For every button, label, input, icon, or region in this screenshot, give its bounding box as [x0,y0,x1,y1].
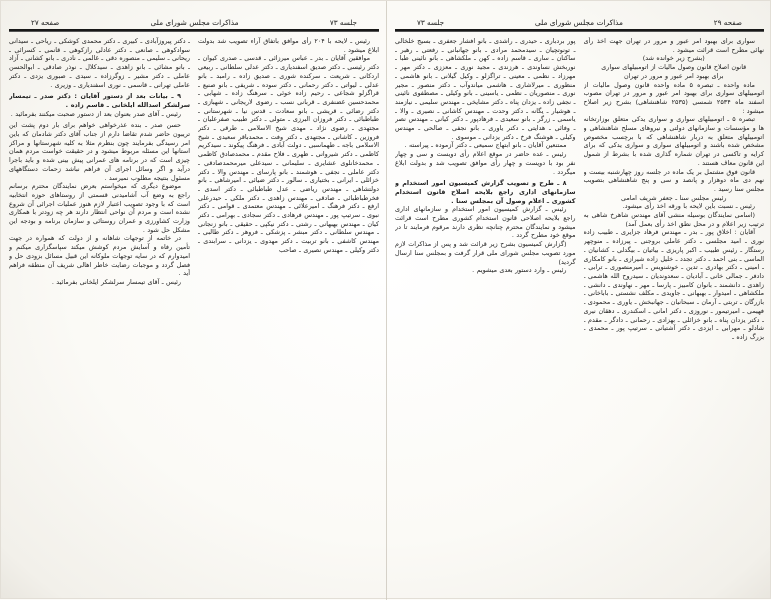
paragraph: رئیس ـ گزارش کمیسیون امور استخدام و سازمانهای اداری راجع بلایحه اصلاحی قانون استخدام کشوری مطرح است قرائت میشود و نمایندگان محترم چنانچه نظری دارند مرقوم فرمایند تا در موقع خود مطرح گردد . [395,205,576,240]
law-enactment-note: قانون فوق مشتمل بر یک ماده در جلسه روز چهارشنبه بیست و نهم دی ماه دوهزار و پانصد و سی و پنج شاهنشاهی بتصویب مجلس سنا رسید . [583,167,764,193]
page-number-right: صفحه ۲۹ [713,18,742,27]
publication-title-left: مذاکرات مجلس شورای ملی [150,18,239,27]
session-label-left: جلسه ۷۳ [329,18,357,27]
paragraph: در خاتمه از توجهات شاهانه و از دولت که همواره در جهت تأمین رفاه و آسایش مردم کوشش میکند سپاسگزاری میکنم و امیدوارم که در سایه توجهات ملوکانه این قبیل مسائل بزودی حل و فصل گردد و موجبات رضایت خاطر اهالی شریف آن منطقه فراهم آید . [9,234,190,278]
voters-name-list-continued: ـ دکتر پیروزآبادی ـ کبیری ـ دکتر محمدی کوشکی ـ ریاحی ـ سیدانی سوادکوهی ـ صانعی ـ دکتر عادلی رازکوهی ـ قانمی ـ کسرائی ـ ریحانی ـ سلیمی ـ منصوره دقی ـ غالمی ـ نادری ـ بانو کشانی ـ آزاد ـ بانو مشائی ـ بانو زاهدی ـ سیدکلال ـ نوذر صادقی ـ ابوالحسن عاملی ـ دکتر مشیر ـ زوگرزاده ـ سیدی ـ صبوری یزدی ـ دکتر عاملی تهرانی ـ قاسمی ـ نوری اسفندیاری ـ وزیری . [9,37,190,89]
voters-name-list: آقایان : اخلاق پور ـ بدر ـ مهندس فرهاد جزایری ـ طبیب زاده نوری ـ امید مجلسی ـ دکتر عاملی بروجنی ـ پیرزاده ـ منوچهر رستگار ـ رئیس طبیب ـ اکبر پاریزی ـ بیاتیان ـ بیگدلی ـ کشانیان ـ الماسی ـ بنی احمد ـ دکتر تجدد ـ خلیل زاده شیرازی ـ بانو کامکاری ـ امینی ـ دکتر بهادری ـ تدین ـ خوشنویس ـ امیرمنصوری ـ ترابی ـ دادفر ـ جمالی خانی ـ آبادیان ـ سعدوندیان ـ سیدروح الله هاشمی ـ زاهدی ـ دانشمند ـ بانوان کامبیز ـ پارسا ـ مهر ـ نهاوندی ـ دانشی ـ ملکشاهی ـ امیدوار ـ بهبهانی ـ جاویدی ـ مکلف نشستی ـ باباخانی ـ بازرگان ـ تربتی ـ آرمان ـ سبحانیان ـ جهانبخش ـ یاوری ـ محمودی ـ فهیمی ـ امیرتیمور ـ نوروزی ـ دکتر امانی ـ اسکندری ـ دهقان نیری ـ دکتر یزدان پناه ـ بانو خزائلی ـ بهزادی ـ رحمانی ـ دادگر ـ مقدم ـ شادلو ـ مهرابی ـ ایزدی ـ دکتر آشتیانی ـ سرتیپ پور ـ محمدی ـ بزرگ زاده ـ [583,228,764,341]
law-single-article: ماده واحده ـ تبصره ۵ ماده واحده قانون وصول مالیات از اتومبیلهای سواری برای بهبود امر عبور و مرور در تهران مصوب اسفند ماه ۲۵۳۴ شمسی (۲۵۳۵ شاهنشاهی) بشرح زیر اصلاح میشود : [583,80,764,115]
paragraph: سواری برای بهبود امر عبور و مرور در تهران جهت اخذ رأی نهائی مطرح است قرائت میشود . [583,37,764,54]
publication-title-right: مذاکرات مجلس شورای ملی [534,18,623,27]
senate-president-signature: رئیس مجلس سنا ـ جعفر شریف امامی [621,193,727,202]
paragraph: حسن صدر ـ بنده عذرخواهی خواهم برای بار دوم پشت این تریبون حاضر شدم تقاضا دارم از جناب آقای دکتر شادمان که باین امر رسیدگی بفرمایند چون بنظرم مثلا به کلیه شهرستانها و مراکز استانها این مسئله مربوط میشود و در حقیقت خواست مردم همان چیزی است که در برنامه های عمرانی پیش بینی شده و باید باجرا درآید و اگر وسائل اجرای آن فراهم نباشد زحمات دستگاههای مسئول بنتیجه مطلوب نمیرسد . [9,121,190,182]
right-page-column-2 [395,37,576,593]
page-header-right [395,14,764,27]
law-title-line-1: قانون اصلاح قانون وصول مالیات از اتومبیلهای سواری [601,63,747,72]
stage-direction: (گزارش کمیسیون بشرح زیر قرائت شد و پس از مذاکرات لازم مورد تصویب مجلس شورای ملی قرار گرفت و بمجلس سنا ارسال گردید) [395,240,576,266]
agenda-item-heading: ۹ ـ بیانات بعد از دستور آقایان : دکتر صدر ـ تیمسار سرلشکر اسدالله ایلخانی ـ قاسم زاده . [9,92,190,109]
voters-name-list-continued: پور بردباری ـ حیدری ـ راشدی ـ بانو افشار جعفری ـ بسیج خلخالی ـ تونوتچیان ـ سیدمحمد مرادی ـ بانو جهانبانی ـ رفعتی ـ رهبر ـ ساکنان ـ ساری ـ قاسم زاده ـ کهن ـ ملکشاهی ـ بانو نائینی طبا ـ نوربخش نساوندی ـ هرزندی ـ مجید نوری ـ معززی ـ دکتر مهر ـ مهرزاد ـ نظمی ـ معینی ـ تراگزلو ـ وکیل گیلانی ـ بانو هاشمی ـ منظوری ـ میرلاشاری ـ هاشمی میاندوآب ـ دکتر منصور ـ مجیر نوری ـ منصوریان ـ نظمی ـ یاسینی ـ بانو وکیلی ـ مصطفوی نائینی ـ نجفی زاده ـ یزدان پناه ـ دکتر مشایخی ـ مهندس سلیمی ـ نیازمند ـ هوشیار ـ یگانه ـ دکتر وحدت ـ مهندس کاشانی ـ نصیری ـ والا ـ یاسمی ـ زرگر ـ بانو سعیدی ـ فرهادپور ـ دکتر کیانی ـ مهندس نصر ـ وفائی ـ هدایتی ـ دکتر یاوری ـ بانو نجفی ـ صالحی ـ مهندس وکیلی ـ هوشنگ فرخ ـ دکتر یزدانی ـ موسوی . [395,37,576,141]
paragraph: رئیس ـ آقای صدر بعنوان بعد از دستور صحبت میکنند بفرمائید . [10,109,181,118]
left-page-column-2 [9,37,190,593]
page-number-left: صفحه ۲۷ [31,18,60,27]
abstainers-name-list: ممتنعین آقایان ـ بانو ابتهاج سمیعی ـ دکتر آزموده ـ پیراسته . [404,141,567,150]
law-title-line-2: برای بهبود امر عبور و مرور در تهران [623,71,724,80]
columns-right-page [395,37,764,593]
page-left [1,1,387,600]
paragraph: رئیس ـ وارد دستور بعدی میشویم . [472,266,567,275]
paragraph: رئیس ـ لایحه با ۲۰۴ رأی موافق باتفاق آراء تصویب شد بدولت ابلاغ میشود . [198,37,379,54]
paragraph: موضوع دیگری که میخواستم بعرض نمایندگان محترم برسانم راجع به وضع آب آشامیدنی قسمتی از روستاهای حوزه انتخابیه است که با وجود تصویب اعتبار لازم هنوز عملیات اجرائی آن شروع نشده است و مردم آن نواحی انتظار دارند هر چه زودتر با همکاری وزارت کشاورزی و عمران روستائی و سازمان برنامه و بودجه این مشکل حل شود . [9,182,190,234]
page-header-left [9,14,379,27]
agenda-item-heading: ۸ ـ طرح و تصویب گزارش کمیسیون امور استخدام و سازمانهای اداری راجع بلایحه اصلاح قانون استخدام کشوری ـ اعلام وصول آن بمجلس سنا . [395,179,576,205]
page-right [387,1,771,600]
paragraph: رئیس ـ عده حاضر در موقع اعلام رأی دویست و سی و چهار نفر بود با دویست و چهار رأی موافق تصویب شد و بدولت ابلاغ میگردد . [395,150,576,176]
right-page-column-1 [584,37,765,593]
paragraph: رئیس ـ نسبت باین لایحه با ورقه اخذ رأی میشود. [622,202,755,211]
voters-name-list: موافقین آقایان ـ بدر ـ عباس میرزائی ـ قدسی ـ صدری کیوان ـ دکتر رئیسی ـ دکتر صدیق اسفندیاری ـ دکتر عدلی سلطانی ـ ربیعی اردکانی ـ شریعت ـ سرکنده شوری ـ صدیق زاده ـ رامبد ـ بانو عدلی ـ لیواتی ـ دکتر رحمانی ـ دکتر سوده ـ شریفی ـ بانو صنیع ـ قراگزلو شجاعی ـ رحیم زاده خوئی ـ سرهنگ زاده ـ شهابی ـ محمدحسین غضنفری ـ قربانی نسب ـ رضوی لاریجانی ـ شهبازی ـ دکتر رضائی ـ قریشی ـ بانو سعادت ـ قدس نیا ـ شهرستانی ـ طباطبائی ـ دکتر فروزان البرزی ـ متولی ـ دکتر طبیب صفرعلیان ـ مجتهدی ـ رضوی نژاد ـ مهدی شیخ الاسلامی ـ طرقی ـ دکتر فروزین ـ کاشانی ـ مجتهدی ـ دکتر وفت ـ محمدباقر سعیدی ـ شیخ الاسلامی باجه ـ طهماسبی ـ دولت آبادی ـ فرهنگ پیکوند ـ سیدکریم کاظمی ـ دکتر شیروانی ـ ظهری ـ فلاح مقدم ـ محمدصادق کاظمی ـ محمدخانلوی عشایری ـ سلیمانی ـ سیدعلی میرمحمدصادقی ـ دکتر عاملی ـ نجفی ـ هوشمند ـ بانو پارسای ـ مهندس والا ـ دکتر خزائلی ـ ایرانی ـ بختیاری ـ سالور ـ دکتر ضیائی ـ امیرشاهی ـ بانو دولتشاهی ـ مهندس ریاضی ـ عدل طباطبائی ـ دکتر اسدی ـ فخرطباطبائی ـ صادقی ـ مهندس زاهدی ـ دکتر ملکی ـ حیدرعلی ارفع ـ دکتر فرهنگ ـ امیرعلائی ـ مهندس معتمدی ـ قوامی ـ دکتر نبوی ـ سرتیپ پور ـ مهندس فرهادی ـ دکتر سجادی ـ بهرامی ـ دکتر کیان ـ مهندس بهبهانی ـ رشتی ـ دکتر نیکپی ـ حقیقی ـ بانو زنجانی ـ مهندس سلطانی ـ دکتر مبشر ـ پزشکی ـ فروهر ـ دکتر طالبی ـ مهندس کاشفی ـ بانو تربیت ـ دکتر مهدوی ـ یزدانی ـ سرابندی ـ دکتر وکیلی ـ مهندس نصیری ـ صاحب [198,54,379,254]
columns-left-page [9,37,379,593]
left-page-column-1 [198,37,379,593]
header-rule-left [9,29,379,32]
header-rule-right [395,29,764,32]
stage-direction: (اسامی نمایندگان بوسیله منشی آقای مهندس شاهرخ شاهی به ترتیب زیر اعلام و در محل نطق اخذ رأی بعمل آمد) [583,211,764,228]
stage-direction: (بشرح زیر خوانده شد) [642,54,705,63]
law-note-5: تبصره ۵ ـ اتومبیلهای سواری و سواری یدکی متعلق بوزارتخانه ها و مؤسسات و سازمانهای دولتی و نیروهای مسلح شاهنشاهی و اتومبیلهای متعلق به دربار شاهنشاهی که با برچسب مخصوص مشخص شده باشند و اتومبیلهای سواری و سواری یدکی که برای کرایه و تاکسی در تهران شماره گذاری شده با بشرط از شمول این قانون معاف هستند . [583,115,764,167]
session-label-right: جلسه ۷۳ [417,18,445,27]
paragraph: رئیس ـ آقای تیمسار سرلشکر ایلخانی بفرمائید . [51,277,181,286]
